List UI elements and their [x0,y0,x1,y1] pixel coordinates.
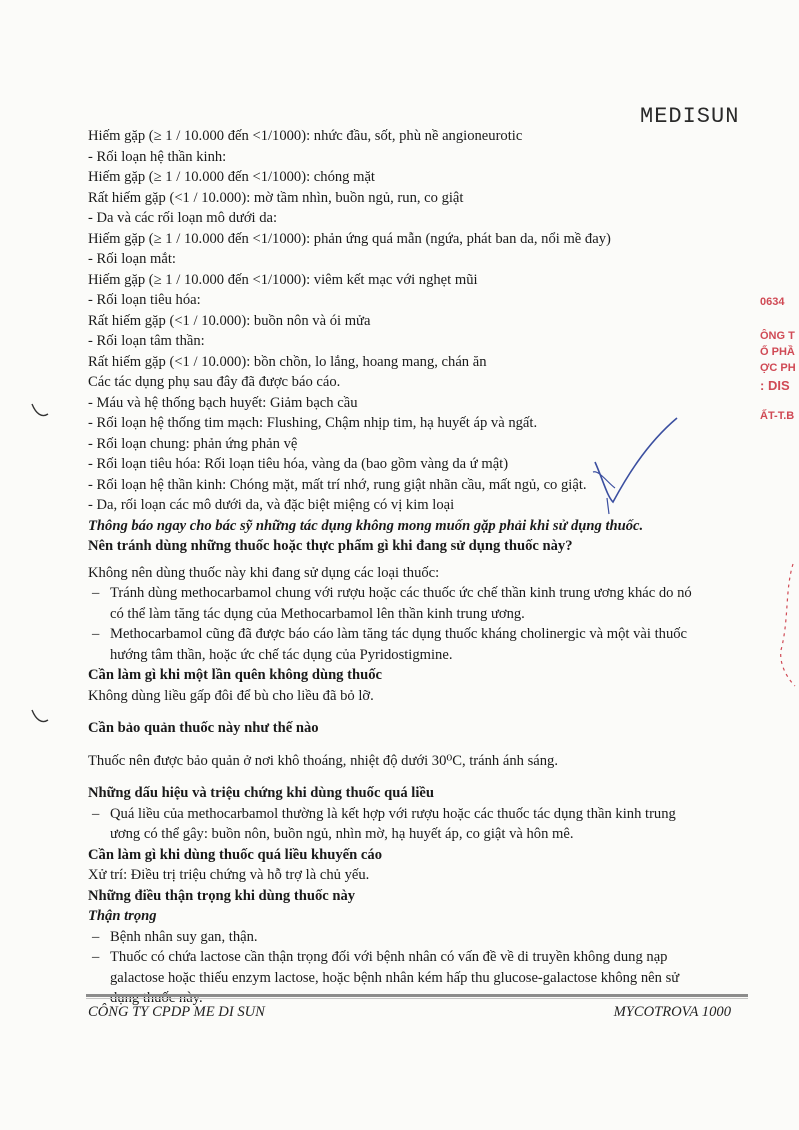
text-line: Rất hiếm gặp (<1 / 10.000): bồn chồn, lo lắng, hoang mang, chán ăn [88,353,487,370]
text-line: Hiếm gặp (≥ 1 / 10.000 đến <1/1000): nhức đầu, sốt, phù nề angioneurotic [88,128,523,144]
text-line: Hiếm gặp (≥ 1 / 10.000 đến <1/1000): phản ứng quá mẫn (ngứa, phát ban da, nổi mề đay) [88,230,611,247]
stamp-fragment: ẤT-T.B [760,410,795,422]
text-line: galactose hoặc thiếu enzym lactose, hoặc bệnh nhân kém hấp thu glucose-galactose không nên sử [110,969,680,986]
text-line: Hiếm gặp (≥ 1 / 10.000 đến <1/1000): chóng mặt [88,169,375,185]
section-heading: Thận trọng [88,908,157,924]
text-line: – Methocarbamol cũng đã được báo cáo làm tăng tác dụng thuốc kháng cholinergic và một vài thuốc [88,624,748,645]
text-line: Rất hiếm gặp (<1 / 10.000): buồn nôn và ói mửa [88,312,371,329]
text-line: Rất hiếm gặp (<1 / 10.000): mờ tầm nhìn, buồn ngủ, run, co giật [88,189,464,206]
text-line: – Thuốc có chứa lactose cần thận trọng đối với bệnh nhân có vấn đề về di truyền không dung nạp [88,947,748,968]
scan-mark-icon [30,706,50,730]
text-line: - Rối loạn tiêu hóa: Rối loạn tiêu hóa, vàng da (bao gồm vàng da ứ mật) [88,456,509,472]
text-line: – Quá liều của methocarbamol thường là kết hợp với rượu hoặc các thuốc tác dụng thần kinh trung [88,804,748,825]
stamp-fragment: 0634 [760,296,785,308]
section-heading: Cần bảo quản thuốc này như thế nào [88,720,319,736]
section-heading: Nên tránh dùng những thuốc hoặc thực phẩm gì khi đang sử dụng thuốc này? [88,538,573,554]
text-line: Không nên dùng thuốc này khi đang sử dụng các loại thuốc: [88,564,440,581]
section-heading: Cần làm gì khi một lần quên không dùng thuốc [88,667,382,683]
scan-mark-icon [30,400,50,424]
section-heading: Những dấu hiệu và triệu chứng khi dùng thuốc quá liều [88,785,434,801]
text-line: Không dùng liều gấp đôi để bù cho liều đã bỏ lỡ. [88,687,374,704]
text-line: - Rối loạn hệ thần kinh: Chóng mặt, mất trí nhớ, rung giật nhãn cầu, mất ngủ, co giật. [88,476,587,493]
stamp-fragment: : DIS [760,378,790,393]
text-line: Các tác dụng phụ sau đây đã được báo cáo. [88,374,341,390]
handwritten-checkmark-icon [585,410,685,520]
text-line: Hiếm gặp (≥ 1 / 10.000 đến <1/1000): viêm kết mạc với nghẹt mũi [88,271,478,288]
text-line: – Bệnh nhân suy gan, thận. [88,927,748,948]
text-line: có thể làm tăng tác dụng của Methocarbamol lên thần kinh trung ương. [110,605,525,622]
text-line: Xử trí: Điều trị triệu chứng và hỗ trợ là chủ yếu. [88,867,370,883]
text-line: ương có thể gây: buồn nôn, buồn ngủ, nhìn mờ, hạ huyết áp, co giật và hôn mê. [110,826,574,842]
text-line: - Rối loạn mắt: [88,251,176,267]
section-heading: Cần làm gì khi dùng thuốc quá liều khuyến cáo [88,846,382,863]
text-line: - Rối loạn tiêu hóa: [88,292,201,308]
text-line: - Máu và hệ thống bạch huyết: Giảm bạch cầu [88,394,358,411]
stamp-fragment: Ố PHẦ [760,346,795,358]
section-heading: Những điều thận trọng khi dùng thuốc này [88,887,356,904]
stamp-edge-icon [775,560,799,690]
text-line: - Rối loạn tâm thần: [88,333,205,349]
text-line: - Rối loạn hệ thống tim mạch: Flushing, Chậm nhịp tim, hạ huyết áp và ngất. [88,415,538,431]
section-heading: Thông báo ngay cho bác sỹ những tác dụng không mong muốn gặp phải khi sử dụng thuốc. [88,517,644,534]
text-line: - Da, rối loạn các mô dưới da, và đặc biệt miệng có vị kim loại [88,497,455,513]
text-line: hướng tâm thần, hoặc ức chế tác dụng của Pyridostigmine. [110,646,453,663]
footer-company: CÔNG TY CPDP ME DI SUN [88,1004,265,1020]
text-line: Thuốc nên được bảo quản ở nơi khô thoáng, nhiệt độ dưới 30⁰C, tránh ánh sáng. [88,752,558,769]
text-line: – Tránh dùng methocarbamol chung với rượu hoặc các thuốc ức chế thần kinh trung ương khác do nó [88,583,748,604]
text-line: - Rối loạn hệ thần kinh: [88,148,227,165]
footer-product: MYCOTROVA 1000 [613,1004,731,1020]
text-line: - Rối loạn chung: phản ứng phản vệ [88,435,298,452]
document-body [88,126,748,1009]
footer-divider [86,994,748,997]
stamp-fragment: ỢC PH [760,362,796,374]
company-logo: MEDISUN [640,104,740,129]
text-line: - Da và các rối loạn mô dưới da: [88,210,278,226]
stamp-fragment: ÔNG T [760,330,795,342]
footer-divider-thin [86,998,748,999]
